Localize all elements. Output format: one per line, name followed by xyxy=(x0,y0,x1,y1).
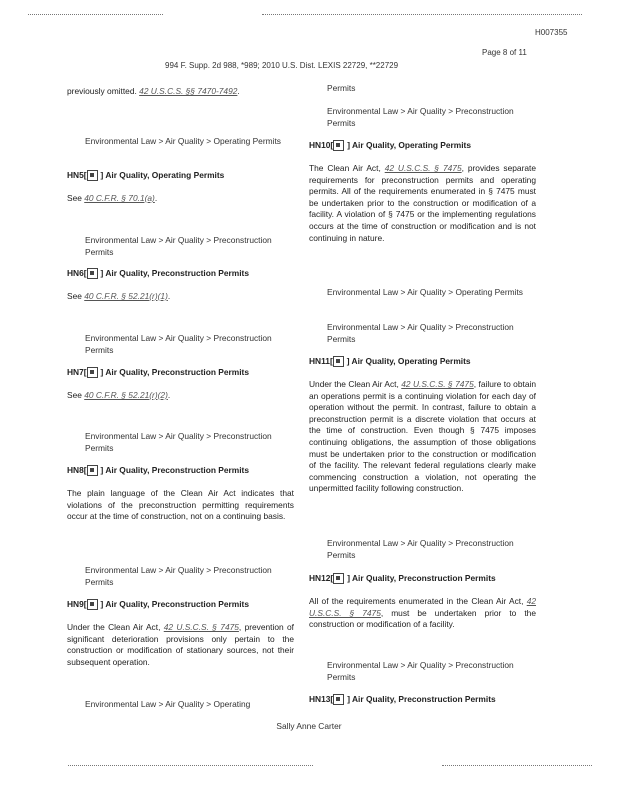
page-number: Page 8 of 11 xyxy=(482,48,527,57)
topic-path: Environmental Law > Air Quality > Preconstruction Permits xyxy=(85,235,272,257)
headnote-link-icon[interactable] xyxy=(333,694,344,705)
headnote-title: ] Air Quality, Preconstruction Permits xyxy=(100,367,250,378)
headnote-link-icon[interactable] xyxy=(87,367,98,378)
headnote-link-icon[interactable] xyxy=(87,599,98,610)
top-rule-right xyxy=(262,14,582,16)
paragraph-text: , failure to obtain an operations permit is a continuing violation for each day of operation without the permit. In contrast, failure to obtain a preconstruction permit is a discrete violation that occurs at the time of construction. Even though § 7475 imposes continuing obligations, the assumption of those obligations must be undertaken prior to the construction or modification of the facility. The relevant federal regulations clearly make commencing construction a violation, not operating the unpermitted facility following construction. xyxy=(309,379,536,494)
headnote-number[interactable]: HN8[ xyxy=(67,465,87,475)
paragraph-text: . xyxy=(154,193,158,203)
body-paragraph xyxy=(67,86,294,98)
body-paragraph xyxy=(67,622,294,668)
topic-path: Environmental Law > Air Quality > Preconstruction Permits xyxy=(327,322,514,344)
body-paragraph xyxy=(67,488,294,523)
headnote-title: ] Air Quality, Preconstruction Permits xyxy=(100,465,250,476)
statute-citation-link[interactable]: 42 U.S.C.S. §§ 7470-7492 xyxy=(139,86,238,96)
headnote-number[interactable]: HN13[ xyxy=(309,694,334,704)
paragraph-text: . xyxy=(167,291,171,301)
document-id: H007355 xyxy=(535,28,568,37)
paragraph-text: , provides separate requirements for preconstruction permits and operating permits. All of the requirements enumerated in § 7475 must be undertaken prior to the construction or modification of a facility. A violation of § 7475 or the implementing regulations occurs at the time of construction or modification and is not continuing in nature. xyxy=(309,163,537,243)
headnote-link-icon[interactable] xyxy=(87,170,98,181)
paragraph-text: , prevention of significant deterioration provisions only pertain to the construction or modification of stationary sources, not their subsequent operation. xyxy=(67,622,295,667)
headnote-link-icon[interactable] xyxy=(333,356,344,367)
bottom-rule-left xyxy=(68,765,313,767)
paragraph-text: Under the Clean Air Act, xyxy=(67,622,161,632)
paragraph-text: The Clean Air Act, xyxy=(309,163,381,173)
statute-citation-link[interactable]: 42 U.S.C.S. § 7475 xyxy=(309,596,537,618)
headnote-title: ] Air Quality, Preconstruction Permits xyxy=(100,599,250,610)
headnote-number[interactable]: HN11[ xyxy=(309,356,333,366)
headnote-heading xyxy=(67,268,294,280)
topic-path: Environmental Law > Air Quality > Preconstruction Permits xyxy=(85,431,272,453)
headnote-title: ] Air Quality, Preconstruction Permits xyxy=(347,573,496,584)
case-citation: 994 F. Supp. 2d 988, *989; 2010 U.S. Dist. LEXIS 22729, **22729 xyxy=(165,61,399,70)
headnote-link-icon[interactable] xyxy=(87,268,98,279)
paragraph-text: See xyxy=(67,193,82,203)
paragraph-text: The plain language of the Clean Air Act indicates that violations of the preconstruction permitting requirements occur at the time of construction, not on a continuing basis. xyxy=(67,488,294,522)
topic-path: Environmental Law > Air Quality > Preconstruction Permits xyxy=(327,538,514,560)
topic-path: Environmental Law > Air Quality > Preconstruction Permits xyxy=(85,333,272,355)
headnote-heading xyxy=(309,356,536,368)
paragraph-text: , must be undertaken prior to the construction or modification of a facility. xyxy=(309,607,536,630)
headnote-number[interactable]: HN7[ xyxy=(67,367,87,377)
topic-path: Permits xyxy=(327,83,356,93)
bottom-rule-right xyxy=(442,765,592,767)
topic-path: Environmental Law > Air Quality > Preconstruction Permits xyxy=(327,660,514,682)
statute-citation-link[interactable]: 42 U.S.C.S. § 7475 xyxy=(384,163,462,173)
headnote-title: ] Air Quality, Operating Permits xyxy=(100,170,225,181)
headnote-heading xyxy=(309,140,536,152)
body-paragraph xyxy=(67,193,294,205)
topic-path: Environmental Law > Air Quality > Preconstruction Permits xyxy=(327,106,514,128)
headnote-heading xyxy=(309,694,536,706)
paragraph-text: See xyxy=(67,390,82,400)
paragraph-text: All of the requirements enumerated in the Clean Air Act, xyxy=(309,596,524,606)
headnote-title: ] Air Quality, Preconstruction Permits xyxy=(100,268,250,279)
statute-citation-link[interactable]: 40 C.F.R. § 70.1(a) xyxy=(84,193,155,203)
headnote-heading xyxy=(309,573,536,585)
paragraph-text: previously omitted. xyxy=(67,86,137,96)
headnote-number[interactable]: HN12[ xyxy=(309,573,334,583)
headnote-heading xyxy=(67,465,294,477)
headnote-title: ] Air Quality, Operating Permits xyxy=(347,140,471,151)
body-paragraph xyxy=(309,596,536,631)
footer-name: Sally Anne Carter xyxy=(276,721,342,731)
paragraph-text: See xyxy=(67,291,82,301)
statute-citation-link[interactable]: 42 U.S.C.S. § 7475 xyxy=(401,379,474,389)
topic-path: Environmental Law > Air Quality > Operating xyxy=(85,699,251,709)
statute-citation-link[interactable]: 40 C.F.R. § 52.21(r)(1) xyxy=(84,291,168,301)
topic-path: Environmental Law > Air Quality > Preconstruction Permits xyxy=(85,565,272,587)
paragraph-text: . xyxy=(237,86,240,96)
paragraph-text: . xyxy=(167,390,171,400)
statute-citation-link[interactable]: 40 C.F.R. § 52.21(r)(2) xyxy=(84,390,168,400)
headnote-heading xyxy=(67,170,294,182)
headnote-title: ] Air Quality, Preconstruction Permits xyxy=(347,694,496,705)
headnote-title: ] Air Quality, Operating Permits xyxy=(346,356,471,367)
statute-citation-link[interactable]: 42 U.S.C.S. § 7475 xyxy=(163,622,239,632)
paragraph-text: Under the Clean Air Act, xyxy=(309,379,399,389)
topic-path: Environmental Law > Air Quality > Operating Permits xyxy=(85,136,281,146)
topic-path: Environmental Law > Air Quality > Operating Permits xyxy=(327,287,523,297)
body-paragraph xyxy=(309,379,536,495)
headnote-link-icon[interactable] xyxy=(87,465,98,476)
headnote-number[interactable]: HN9[ xyxy=(67,599,87,609)
headnote-heading xyxy=(67,599,294,611)
headnote-link-icon[interactable] xyxy=(333,573,344,584)
headnote-number[interactable]: HN10[ xyxy=(309,140,334,150)
headnote-number[interactable]: HN6[ xyxy=(67,268,87,278)
body-paragraph xyxy=(67,291,294,303)
headnote-link-icon[interactable] xyxy=(333,140,344,151)
headnote-number[interactable]: HN5[ xyxy=(67,170,87,180)
headnote-heading xyxy=(67,367,294,379)
body-paragraph xyxy=(309,163,536,244)
body-paragraph xyxy=(67,390,294,402)
top-rule-left xyxy=(28,14,163,16)
